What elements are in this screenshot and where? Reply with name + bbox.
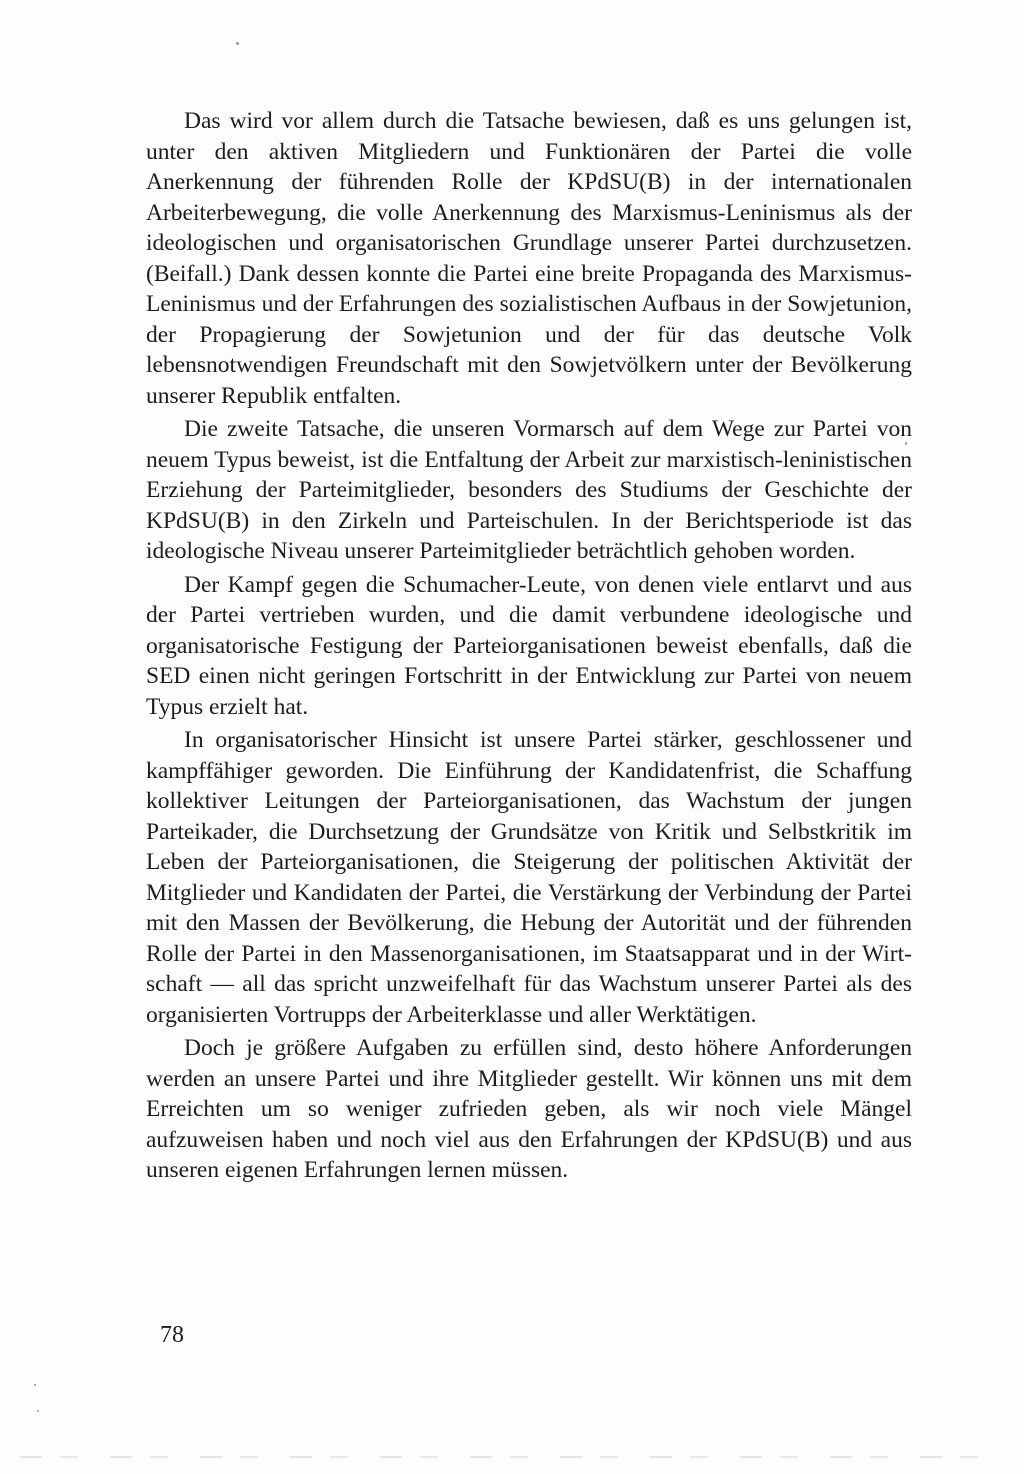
page-number: 78 xyxy=(160,1322,184,1348)
paragraph-1: Das wird vor allem durch die Tatsache bewiesen, daß es uns gelungen ist, unter den aktiven Mitgliedern und Funktionären der Partei die volle Anerkennung der führenden Rolle der KPdSU(B) in der internationalen Arbeiterbewegung, die volle Anerkennung des Marxismus-Leninismus als der ideologischen und organisatorischen Grundlage unserer Partei durchzusetzen. (Beifall.) Dank dessen konnte die Partei eine breite Propaganda des Marxismus-Leninismus und der Erfahrungen des sozialistischen Aufbaus in der Sowjetunion, der Propagierung der Sowjetunion und der für das deutsche Volk lebensnotwendigen Freundschaft mit den Sowjetvölkern unter der Bevölkerung unserer Republik entfalten. xyxy=(146,108,912,409)
scan-speck xyxy=(236,42,239,45)
paragraph-3: Der Kampf gegen die Schumacher-Leute, von denen viele entlarvt und aus der Partei vertrieben wurden, und die damit verbundene ideologische und organisatorische Festigung der Parteiorganisationen beweist ebenfalls, daß die SED einen nicht geringen Fortschritt in der Entwicklung zur Partei von neuem Typus erzielt hat. xyxy=(146,571,912,720)
scan-edge-noise xyxy=(20,1456,1004,1458)
paragraph-5: Doch je größere Aufgaben zu erfüllen sind, desto höhere Anforderungen werden an unsere Partei und ihre Mitglieder gestellt. Wir können uns mit dem Erreichten um so weniger zufrieden geben, als wir noch viele Mängel aufzuweisen haben und noch viel aus den Erfahrungen der KPdSU(B) und aus unseren eigenen Erfahrungen lernen müssen. xyxy=(146,1035,912,1183)
body-text xyxy=(146,106,912,1186)
scan-speck xyxy=(37,1410,39,1412)
paragraph-4: In organisatorischer Hinsicht ist unsere Partei stärker, geschlossener und kampffähiger geworden. Die Einführung der Kandidatenfrist, die Schaffung kollektiver Leitungen der Parteiorganisationen, das Wachstum der jungen Parteikader, die Durchsetzung der Grundsätze von Kritik und Selbstkritik im Leben der Parteiorganisationen, die Steigerung der politischen Aktivität der Mitglieder und Kandidaten der Partei, die Verstärkung der Verbindung der Partei mit den Massen der Bevölkerung, die Hebung der Autorität und der führenden Rolle der Partei in den Massenorganisationen, im Staatsapparat und in der Wirtschaft — all das spricht unzweifelhaft für das Wachstum unserer Partei als des organisierten Vortrupps der Arbeiterklasse und aller Werktätigen. xyxy=(146,727,912,1028)
paragraph-2: Die zweite Tatsache, die unseren Vormarsch auf dem Wege zur Partei von neuem Typus beweist, ist die Entfaltung der Arbeit zur marxistisch-leninistischen Erziehung der Parteimitglieder, besonders des Studiums der Geschichte der KPdSU(B) in den Zirkeln und Parteischulen. In der Berichtsperiode ist das ideologische Niveau unserer Parteimitglieder beträchtlich gehoben worden. xyxy=(146,416,912,564)
scan-speck xyxy=(34,1384,36,1386)
